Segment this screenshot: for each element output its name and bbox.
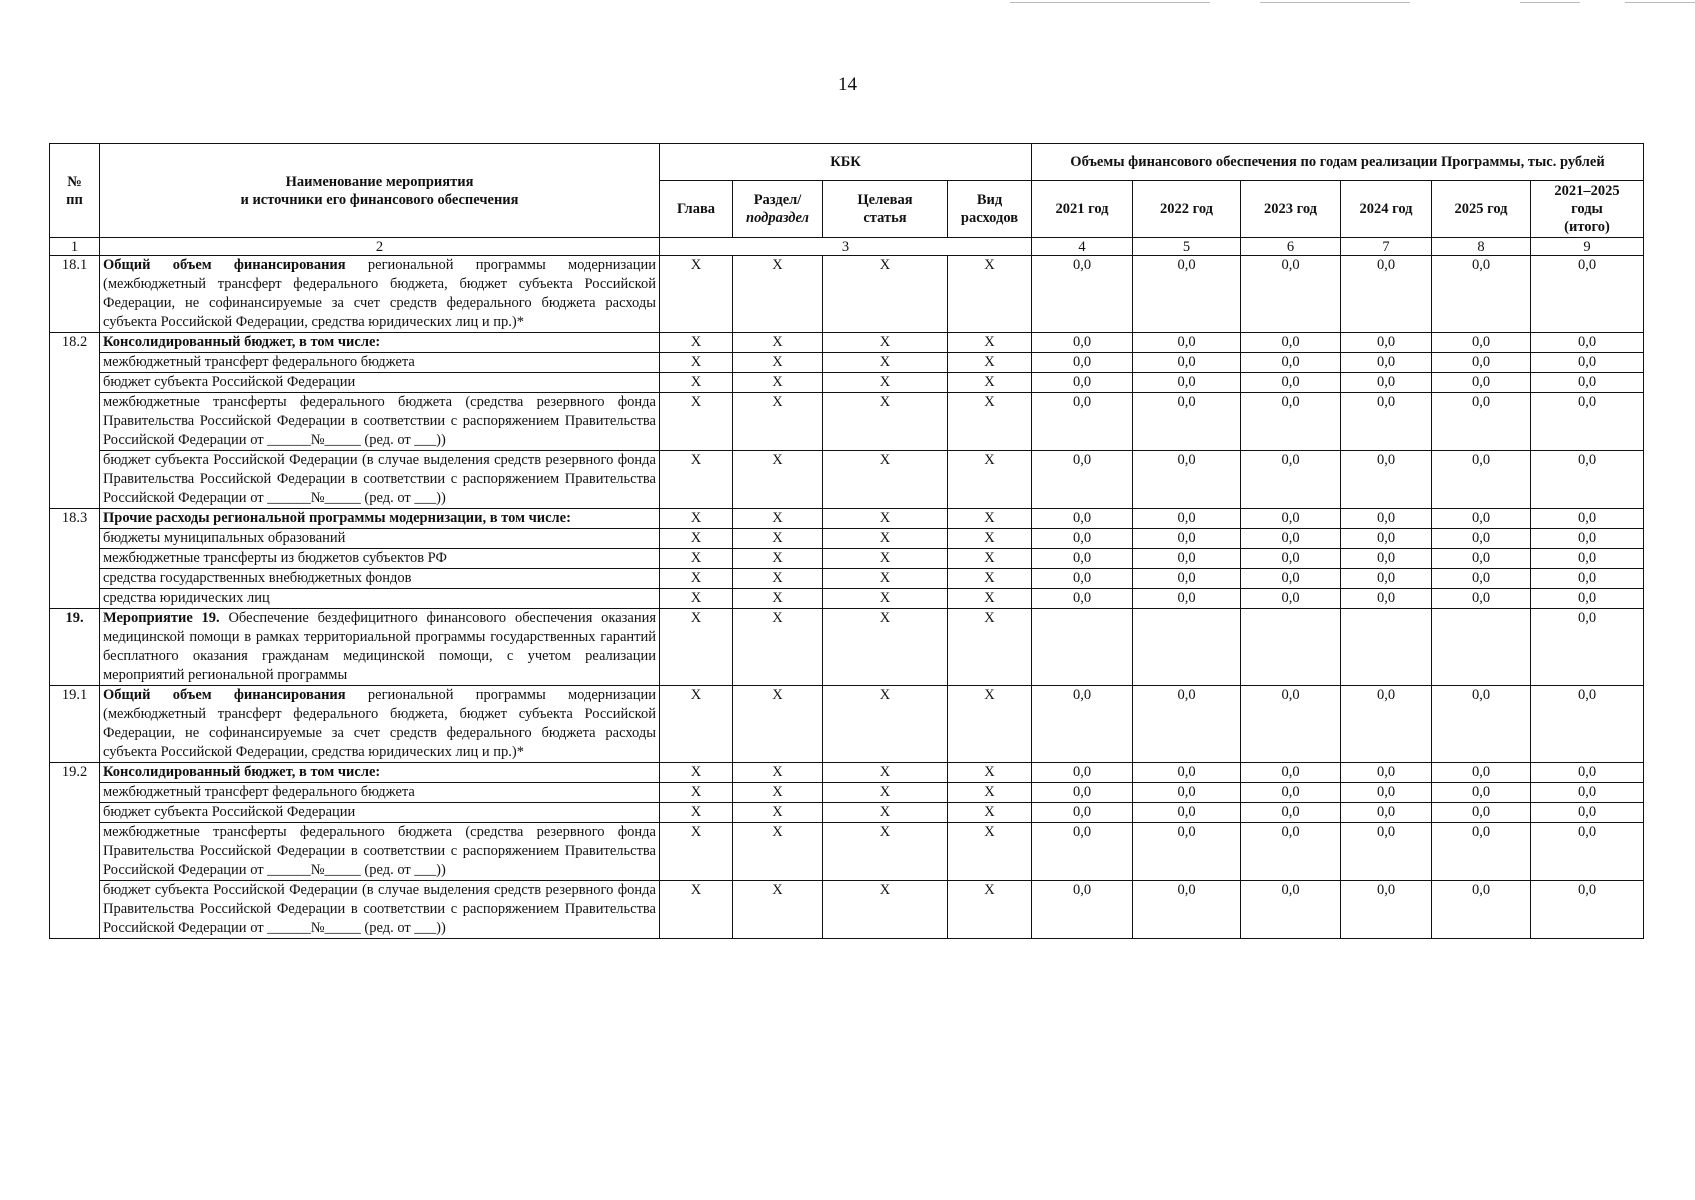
cell-vid: X (948, 353, 1032, 373)
cell-razdel: X (733, 783, 823, 803)
scan-artifact-line (1625, 2, 1695, 3)
table-row (50, 803, 1644, 823)
cell-2025: 0,0 (1432, 569, 1531, 589)
cell-total: 0,0 (1531, 569, 1644, 589)
cell-2021: 0,0 (1032, 256, 1133, 333)
cell-razdel: X (733, 763, 823, 783)
row-name: бюджет субъекта Российской Федерации (100, 373, 660, 393)
cell-2021: 0,0 (1032, 763, 1133, 783)
cell-2024 (1341, 609, 1432, 686)
scan-artifact-line (1260, 2, 1410, 3)
header-celevaya-line2: статья (863, 210, 907, 226)
cell-glava: X (660, 256, 733, 333)
row-name: бюджеты муниципальных образований (100, 529, 660, 549)
page-number: 14 (838, 74, 857, 95)
cell-glava: X (660, 686, 733, 763)
cell-glava: X (660, 763, 733, 783)
cell-2021: 0,0 (1032, 881, 1133, 939)
cell-2025: 0,0 (1432, 256, 1531, 333)
cell-2021: 0,0 (1032, 451, 1133, 509)
cell-2024: 0,0 (1341, 333, 1432, 353)
row-name: бюджет субъекта Российской Федерации (100, 803, 660, 823)
cell-celevaya: X (823, 529, 948, 549)
cell-celevaya: X (823, 373, 948, 393)
cell-2024: 0,0 (1341, 509, 1432, 529)
cell-2024: 0,0 (1341, 353, 1432, 373)
header-name-line1: Наименование мероприятия (285, 173, 474, 190)
row-number: 19. (50, 609, 100, 686)
cell-2022: 0,0 (1133, 529, 1241, 549)
table-row (50, 353, 1644, 373)
table-row (50, 686, 1644, 763)
cell-glava: X (660, 881, 733, 939)
row-name: межбюджетные трансферты из бюджетов субъектов РФ (100, 549, 660, 569)
cell-2023 (1241, 609, 1341, 686)
cell-2022: 0,0 (1133, 881, 1241, 939)
cell-2023: 0,0 (1241, 451, 1341, 509)
cell-total: 0,0 (1531, 823, 1644, 881)
cell-total: 0,0 (1531, 373, 1644, 393)
cell-2022: 0,0 (1133, 803, 1241, 823)
header-celevaya-line1: Целевая (857, 192, 913, 208)
header-razdel (733, 181, 823, 238)
cell-glava: X (660, 803, 733, 823)
cell-glava: X (660, 589, 733, 609)
cell-glava: X (660, 373, 733, 393)
cell-razdel: X (733, 393, 823, 451)
cell-2022: 0,0 (1133, 763, 1241, 783)
row-name: межбюджетный трансферт федерального бюджета (100, 353, 660, 373)
cell-2021: 0,0 (1032, 803, 1133, 823)
cell-2022: 0,0 (1133, 686, 1241, 763)
table-row (50, 823, 1644, 881)
cell-2021: 0,0 (1032, 686, 1133, 763)
cell-vid: X (948, 333, 1032, 353)
cell-2023: 0,0 (1241, 589, 1341, 609)
header-2025: 2025 год (1432, 181, 1531, 238)
cell-total: 0,0 (1531, 256, 1644, 333)
cell-glava: X (660, 353, 733, 373)
colnum-5: 5 (1133, 238, 1241, 256)
cell-total: 0,0 (1531, 803, 1644, 823)
cell-razdel: X (733, 353, 823, 373)
cell-2024: 0,0 (1341, 393, 1432, 451)
cell-celevaya: X (823, 451, 948, 509)
cell-razdel: X (733, 803, 823, 823)
cell-celevaya: X (823, 569, 948, 589)
cell-2021: 0,0 (1032, 373, 1133, 393)
table-row (50, 373, 1644, 393)
row-number: 18.1 (50, 256, 100, 333)
cell-vid: X (948, 373, 1032, 393)
cell-2023: 0,0 (1241, 373, 1341, 393)
cell-2024: 0,0 (1341, 881, 1432, 939)
row-name: средства юридических лиц (100, 589, 660, 609)
cell-2025: 0,0 (1432, 509, 1531, 529)
table-row (50, 763, 1644, 783)
header-celevaya (823, 181, 948, 238)
cell-razdel: X (733, 549, 823, 569)
cell-2021: 0,0 (1032, 393, 1133, 451)
cell-2023: 0,0 (1241, 393, 1341, 451)
row-name-bold: Мероприятие 19. (103, 610, 220, 626)
cell-2021 (1032, 609, 1133, 686)
row-name (100, 256, 660, 333)
row-number: 19.1 (50, 686, 100, 763)
cell-2023: 0,0 (1241, 549, 1341, 569)
cell-celevaya: X (823, 549, 948, 569)
cell-vid: X (948, 763, 1032, 783)
cell-2022: 0,0 (1133, 451, 1241, 509)
cell-2022: 0,0 (1133, 569, 1241, 589)
cell-vid: X (948, 609, 1032, 686)
cell-celevaya: X (823, 881, 948, 939)
cell-total: 0,0 (1531, 609, 1644, 686)
cell-vid: X (948, 529, 1032, 549)
cell-celevaya: X (823, 509, 948, 529)
cell-total: 0,0 (1531, 589, 1644, 609)
cell-2025: 0,0 (1432, 823, 1531, 881)
cell-celevaya: X (823, 763, 948, 783)
cell-total: 0,0 (1531, 529, 1644, 549)
header-2021: 2021 год (1032, 181, 1133, 238)
table-row (50, 393, 1644, 451)
colnum-2: 2 (100, 238, 660, 256)
cell-2025: 0,0 (1432, 549, 1531, 569)
cell-razdel: X (733, 686, 823, 763)
cell-2021: 0,0 (1032, 509, 1133, 529)
cell-2023: 0,0 (1241, 333, 1341, 353)
cell-2022 (1133, 609, 1241, 686)
cell-2021: 0,0 (1032, 589, 1133, 609)
cell-2025: 0,0 (1432, 333, 1531, 353)
cell-glava: X (660, 509, 733, 529)
cell-2023: 0,0 (1241, 529, 1341, 549)
cell-2021: 0,0 (1032, 549, 1133, 569)
cell-vid: X (948, 783, 1032, 803)
cell-total: 0,0 (1531, 509, 1644, 529)
table-row (50, 451, 1644, 509)
cell-2024: 0,0 (1341, 451, 1432, 509)
cell-vid: X (948, 256, 1032, 333)
cell-glava: X (660, 333, 733, 353)
table-row (50, 529, 1644, 549)
cell-2025: 0,0 (1432, 783, 1531, 803)
cell-2023: 0,0 (1241, 803, 1341, 823)
header-glava: Глава (660, 181, 733, 238)
row-name: Прочие расходы региональной программы модернизации, в том числе: (100, 509, 660, 529)
header-row (50, 144, 1644, 181)
cell-razdel: X (733, 609, 823, 686)
header-2023: 2023 год (1241, 181, 1341, 238)
cell-2024: 0,0 (1341, 256, 1432, 333)
row-name: бюджет субъекта Российской Федерации (в случае выделения средств резервного фонда Правительства Российской Федерации в соответствии с распоряжением Правительства Российской Федерации от ______№_____ (ред. от ___)) (100, 451, 660, 509)
table-row (50, 881, 1644, 939)
row-name: средства государственных внебюджетных фондов (100, 569, 660, 589)
cell-celevaya: X (823, 686, 948, 763)
cell-2022: 0,0 (1133, 783, 1241, 803)
column-numbers-row (50, 238, 1644, 256)
header-vid-line1: Вид (976, 192, 1003, 208)
cell-vid: X (948, 589, 1032, 609)
cell-vid: X (948, 803, 1032, 823)
cell-2025: 0,0 (1432, 763, 1531, 783)
header-total (1531, 181, 1644, 238)
cell-razdel: X (733, 529, 823, 549)
row-name (100, 686, 660, 763)
colnum-6: 6 (1241, 238, 1341, 256)
cell-2021: 0,0 (1032, 569, 1133, 589)
cell-2024: 0,0 (1341, 549, 1432, 569)
cell-2025: 0,0 (1432, 353, 1531, 373)
cell-2024: 0,0 (1341, 803, 1432, 823)
table-row (50, 569, 1644, 589)
cell-celevaya: X (823, 783, 948, 803)
cell-2024: 0,0 (1341, 589, 1432, 609)
cell-2025: 0,0 (1432, 686, 1531, 763)
cell-razdel: X (733, 589, 823, 609)
cell-vid: X (948, 569, 1032, 589)
cell-2025: 0,0 (1432, 881, 1531, 939)
cell-celevaya: X (823, 609, 948, 686)
cell-2024: 0,0 (1341, 763, 1432, 783)
cell-2021: 0,0 (1032, 333, 1133, 353)
cell-razdel: X (733, 333, 823, 353)
financing-table (49, 143, 1644, 939)
row-name: Консолидированный бюджет, в том числе: (100, 333, 660, 353)
cell-2025: 0,0 (1432, 451, 1531, 509)
cell-2023: 0,0 (1241, 686, 1341, 763)
table-row (50, 333, 1644, 353)
table-row (50, 609, 1644, 686)
row-name (100, 609, 660, 686)
header-name (100, 144, 660, 238)
cell-2022: 0,0 (1133, 373, 1241, 393)
cell-2025: 0,0 (1432, 373, 1531, 393)
cell-2025: 0,0 (1432, 803, 1531, 823)
cell-2024: 0,0 (1341, 373, 1432, 393)
cell-2022: 0,0 (1133, 589, 1241, 609)
cell-razdel: X (733, 569, 823, 589)
cell-total: 0,0 (1531, 333, 1644, 353)
cell-2024: 0,0 (1341, 783, 1432, 803)
cell-2024: 0,0 (1341, 823, 1432, 881)
table-row (50, 509, 1644, 529)
cell-2021: 0,0 (1032, 783, 1133, 803)
cell-2025 (1432, 609, 1531, 686)
cell-vid: X (948, 549, 1032, 569)
cell-glava: X (660, 783, 733, 803)
cell-razdel: X (733, 256, 823, 333)
row-name: межбюджетные трансферты федерального бюджета (средства резервного фонда Правительства Российской Федерации в соответствии с распоряжением Правительства Российской Федерации от ______№_____ (ред. от ___)) (100, 823, 660, 881)
row-name-rest: региональной программы модернизации (межбюджетный трансферт федерального бюджета, бюджет субъекта Российской Федерации, не софинансируемые за счет средств федерального бюджета расходы субъекта Российской Федерации, средства юридических лиц и пр.)* (103, 257, 656, 330)
cell-razdel: X (733, 451, 823, 509)
row-name: Консолидированный бюджет, в том числе: (100, 763, 660, 783)
header-volumes: Объемы финансового обеспечения по годам реализации Программы, тыс. рублей (1032, 144, 1644, 181)
header-name-line2: и источники его финансового обеспечения (240, 191, 519, 208)
table-row (50, 256, 1644, 333)
cell-glava: X (660, 569, 733, 589)
colnum-3: 3 (660, 238, 1032, 256)
cell-total: 0,0 (1531, 686, 1644, 763)
header-total-line3: (итого) (1564, 219, 1610, 235)
row-name-bold: Общий объем финансирования (103, 257, 346, 273)
cell-glava: X (660, 393, 733, 451)
cell-razdel: X (733, 823, 823, 881)
cell-razdel: X (733, 373, 823, 393)
colnum-4: 4 (1032, 238, 1133, 256)
cell-2022: 0,0 (1133, 393, 1241, 451)
header-num: № пп (50, 144, 100, 238)
colnum-1: 1 (50, 238, 100, 256)
cell-vid: X (948, 686, 1032, 763)
cell-glava: X (660, 823, 733, 881)
colnum-8: 8 (1432, 238, 1531, 256)
cell-celevaya: X (823, 589, 948, 609)
cell-vid: X (948, 509, 1032, 529)
cell-total: 0,0 (1531, 783, 1644, 803)
row-name: бюджет субъекта Российской Федерации (в случае выделения средств резервного фонда Правительства Российской Федерации в соответствии с распоряжением Правительства Российской Федерации от ______№_____ (ред. от ___)) (100, 881, 660, 939)
cell-glava: X (660, 549, 733, 569)
row-name: межбюджетный трансферт федерального бюджета (100, 783, 660, 803)
header-kbk: КБК (660, 144, 1032, 181)
cell-celevaya: X (823, 803, 948, 823)
colnum-7: 7 (1341, 238, 1432, 256)
cell-2023: 0,0 (1241, 823, 1341, 881)
cell-2021: 0,0 (1032, 823, 1133, 881)
cell-total: 0,0 (1531, 393, 1644, 451)
cell-total: 0,0 (1531, 881, 1644, 939)
row-number: 18.3 (50, 509, 100, 609)
cell-razdel: X (733, 509, 823, 529)
table-row (50, 589, 1644, 609)
cell-celevaya: X (823, 393, 948, 451)
cell-total: 0,0 (1531, 451, 1644, 509)
cell-vid: X (948, 823, 1032, 881)
cell-total: 0,0 (1531, 763, 1644, 783)
scan-artifact-line (1010, 2, 1210, 3)
cell-vid: X (948, 451, 1032, 509)
cell-2022: 0,0 (1133, 509, 1241, 529)
cell-2023: 0,0 (1241, 353, 1341, 373)
header-razdel-line2: подраздел (746, 210, 809, 226)
cell-2024: 0,0 (1341, 529, 1432, 549)
header-total-line2: годы (1571, 201, 1603, 217)
table-row (50, 549, 1644, 569)
row-name-bold: Общий объем финансирования (103, 687, 346, 703)
cell-2025: 0,0 (1432, 393, 1531, 451)
cell-2022: 0,0 (1133, 353, 1241, 373)
cell-2022: 0,0 (1133, 256, 1241, 333)
header-vid-line2: расходов (960, 210, 1019, 226)
cell-2021: 0,0 (1032, 353, 1133, 373)
cell-total: 0,0 (1531, 549, 1644, 569)
cell-celevaya: X (823, 256, 948, 333)
cell-2024: 0,0 (1341, 569, 1432, 589)
table-row (50, 783, 1644, 803)
cell-2025: 0,0 (1432, 589, 1531, 609)
header-total-line1: 2021–2025 (1554, 183, 1620, 199)
cell-2023: 0,0 (1241, 763, 1341, 783)
row-number: 19.2 (50, 763, 100, 939)
cell-2025: 0,0 (1432, 529, 1531, 549)
cell-2022: 0,0 (1133, 333, 1241, 353)
cell-total: 0,0 (1531, 353, 1644, 373)
cell-2023: 0,0 (1241, 569, 1341, 589)
cell-razdel: X (733, 881, 823, 939)
header-razdel-line1: Раздел/ (753, 192, 802, 208)
cell-vid: X (948, 881, 1032, 939)
header-vid (948, 181, 1032, 238)
row-name-rest: региональной программы модернизации (межбюджетный трансферт федерального бюджета, бюджет субъекта Российской Федерации, не софинансируемые за счет средств федерального бюджета расходы субъекта Российской Федерации, средства юридических лиц и пр.)* (103, 687, 656, 760)
cell-2023: 0,0 (1241, 881, 1341, 939)
cell-2023: 0,0 (1241, 256, 1341, 333)
cell-vid: X (948, 393, 1032, 451)
scan-artifact-line (1520, 2, 1580, 3)
cell-2023: 0,0 (1241, 509, 1341, 529)
cell-2022: 0,0 (1133, 549, 1241, 569)
colnum-9: 9 (1531, 238, 1644, 256)
cell-celevaya: X (823, 353, 948, 373)
cell-2022: 0,0 (1133, 823, 1241, 881)
row-number: 18.2 (50, 333, 100, 509)
cell-2021: 0,0 (1032, 529, 1133, 549)
row-name: межбюджетные трансферты федерального бюджета (средства резервного фонда Правительства Российской Федерации в соответствии с распоряжением Правительства Российской Федерации от ______№_____ (ред. от ___)) (100, 393, 660, 451)
row-name-rest: Обеспечение бездефицитного финансового обеспечения оказания медицинской помощи в рамках территориальной программы государственных гарантий бесплатного оказания гражданам медицинской помощи, с учетом реализации мероприятий региональной программы (103, 610, 657, 683)
cell-glava: X (660, 529, 733, 549)
header-2022: 2022 год (1133, 181, 1241, 238)
cell-celevaya: X (823, 823, 948, 881)
cell-glava: X (660, 609, 733, 686)
cell-celevaya: X (823, 333, 948, 353)
header-2024: 2024 год (1341, 181, 1432, 238)
cell-2023: 0,0 (1241, 783, 1341, 803)
cell-glava: X (660, 451, 733, 509)
cell-2024: 0,0 (1341, 686, 1432, 763)
